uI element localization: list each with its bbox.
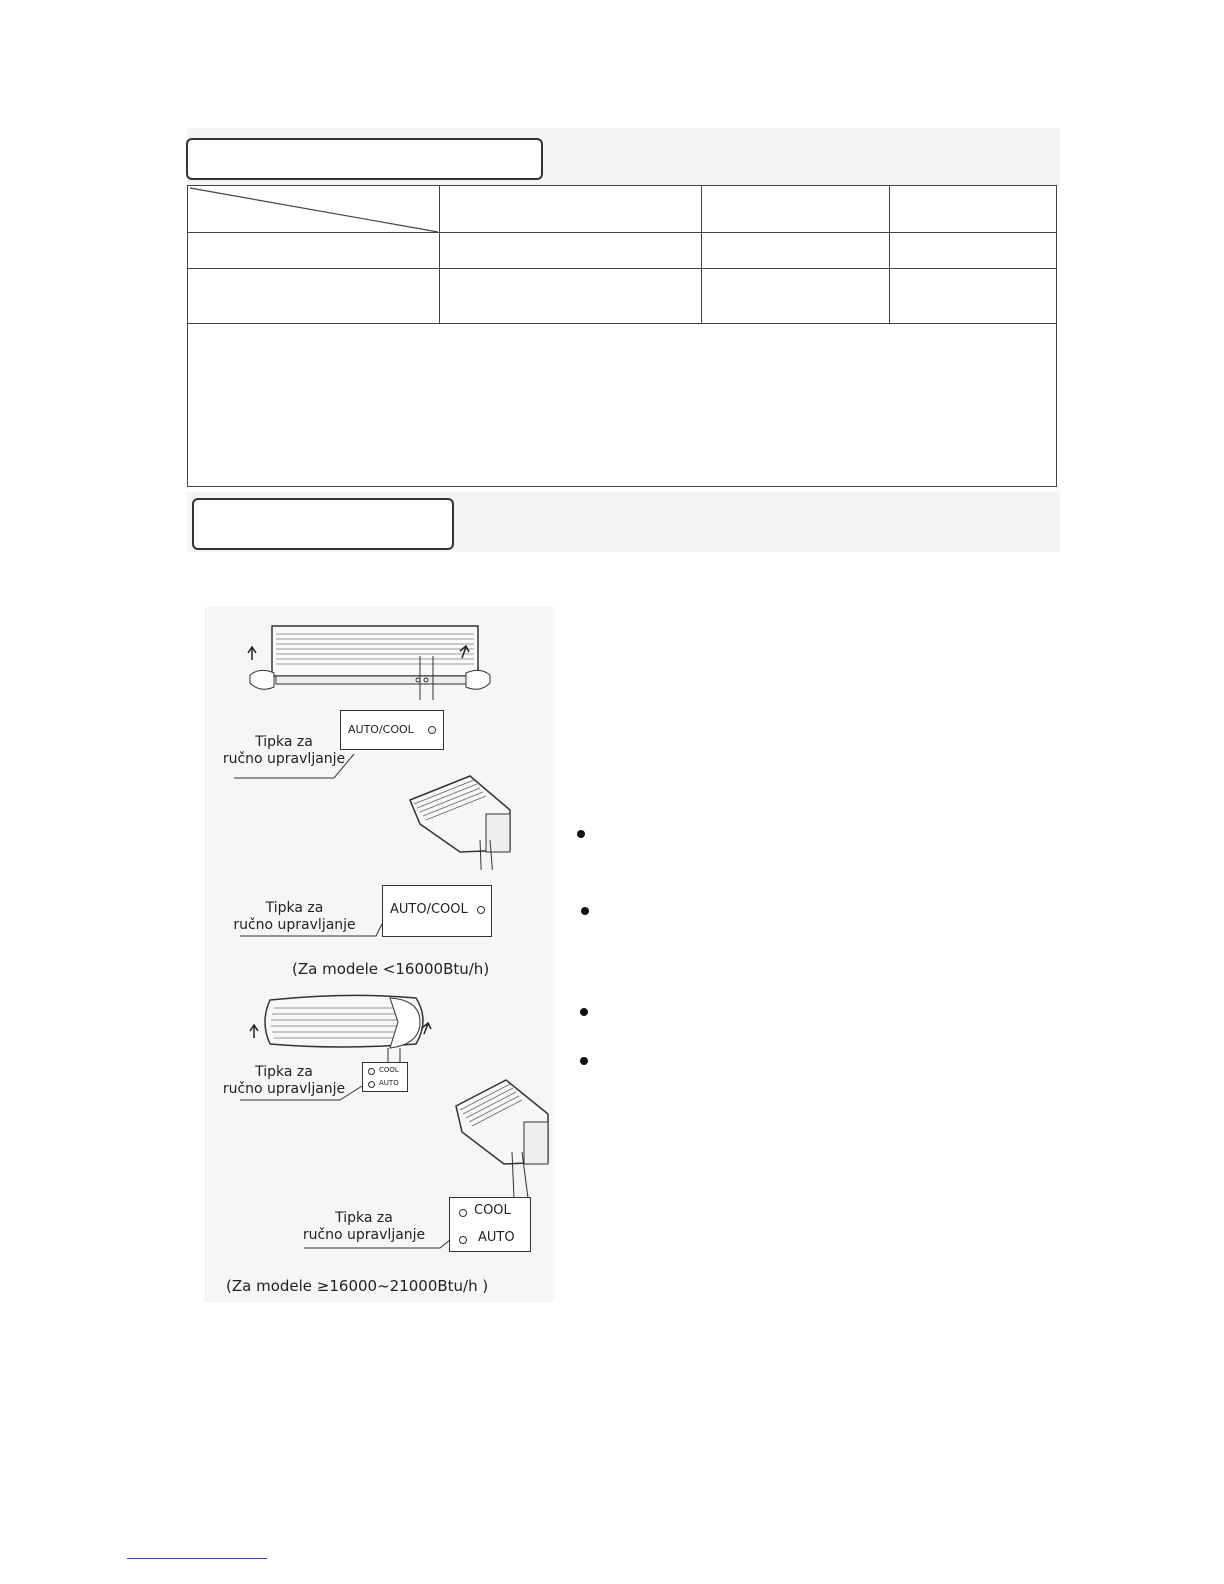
specification-table [187,185,1057,487]
table-column-divider [701,186,702,323]
manual-button-leader-2 [236,920,386,940]
manual-button-label-2: Tipka za ručno upravljanje [233,900,356,933]
auto-cool-label: AUTO/COOL [390,902,468,917]
table-diagonal-line [188,186,440,234]
cool-indicator-icon [459,1209,467,1217]
cool-label: COOL [474,1203,511,1218]
manual-button-label-1: Tipka za ručno upravljanje [222,734,346,767]
table-column-divider [439,186,440,323]
indoor-unit-rounded-illustration [240,992,440,1072]
bullet-point [580,1008,588,1016]
auto-cool-panel-2 [382,885,492,937]
table-row-divider [188,232,1056,233]
indoor-unit-side-illustration-2 [448,1072,558,1202]
manual-button-leader-3 [236,1084,366,1104]
indoor-unit-front-illustration [240,620,500,700]
table-column-divider [889,186,890,323]
table-row-divider [188,323,1056,324]
cool-auto-panel-small [362,1062,408,1092]
manual-button-leader-4 [300,1236,452,1252]
indoor-unit-side-illustration-1 [400,770,530,870]
auto-indicator-icon [368,1081,375,1088]
cool-indicator-icon [368,1068,375,1075]
manual-button-label-4: Tipka za ručno upravljanje [302,1210,426,1243]
footer-link-underline [127,1558,267,1559]
manual-button-leader-1 [230,752,360,782]
bullet-point [577,830,585,838]
figure-caption-large-models: (Za modele ≥16000~21000Btu/h ) [226,1277,489,1295]
auto-indicator-icon [459,1236,467,1244]
section-title-box-2 [192,498,454,550]
cool-auto-panel-large [449,1197,531,1252]
bullet-point [580,1057,588,1065]
table-row-divider [188,268,1056,269]
auto-label: AUTO [379,1079,399,1087]
manual-button-label-3: Tipka za ručno upravljanje [222,1064,346,1097]
section-title-box-1 [186,138,543,180]
auto-cool-label: AUTO/COOL [348,723,414,736]
manual-control-indicator-icon [477,906,485,914]
auto-label: AUTO [478,1230,515,1245]
figure-caption-small-models: (Za modele <16000Btu/h) [292,960,490,978]
auto-cool-panel-1 [340,710,444,750]
manual-control-indicator-icon [428,726,436,734]
bullet-point [581,907,589,915]
cool-label: COOL [379,1066,399,1074]
